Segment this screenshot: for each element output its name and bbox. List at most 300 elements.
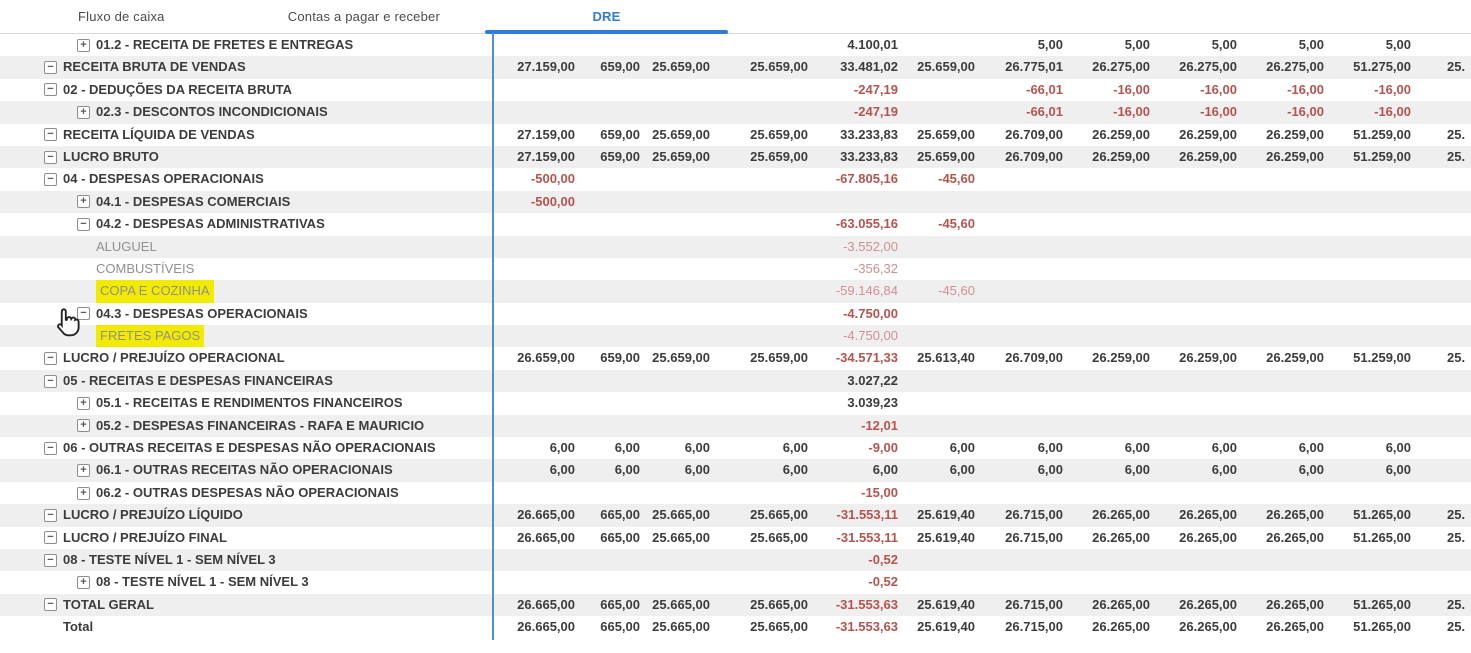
row-label: 04 - DESPESAS OPERACIONAIS [63,171,264,187]
row-label: 06.2 - OUTRAS DESPESAS NÃO OPERACIONAIS [96,484,399,500]
value-cell [1237,168,1324,190]
row-label-cell [0,616,490,638]
value-cell [975,482,1063,504]
table-row[interactable] [0,303,1471,325]
row-label-cell [0,303,490,325]
value-cell [640,392,710,414]
collapse-icon[interactable]: − [44,509,57,522]
collapse-icon[interactable]: − [77,307,90,320]
table-row[interactable] [0,482,1471,504]
value-cell [710,34,808,56]
value-cell: -4.750,00 [843,328,898,344]
value-cell [1324,213,1411,235]
value-cell [575,236,640,258]
value-cell [1150,370,1237,392]
table-row[interactable] [0,236,1471,258]
collapse-icon[interactable]: − [44,151,57,164]
value-cell [640,280,710,302]
value-cell: 659,00 [600,59,640,75]
value-cell: -500,00 [530,193,575,209]
value-cell [575,213,640,235]
row-label-cell [0,347,490,369]
value-cell: -31.553,63 [835,619,898,635]
row-label: 02 - DEDUÇÕES DA RECEITA BRUTA [63,81,292,97]
value-cell [975,392,1063,414]
value-cell [898,482,975,504]
value-cell [490,549,575,571]
collapse-icon[interactable]: − [44,375,57,388]
value-cell: -16,00 [1287,104,1324,120]
value-cell: 659,00 [600,350,640,366]
value-cell [710,213,808,235]
dre-table [0,34,1471,639]
value-cell: 26.275,00 [1266,59,1324,75]
value-cell [975,325,1063,347]
value-cell [1324,303,1411,325]
value-cell: 5,00 [1385,37,1411,52]
table-row[interactable] [0,213,1471,235]
value-cell [1237,549,1324,571]
row-label-cell [0,549,490,571]
value-cell: 25.659,00 [917,59,975,75]
value-cell [898,370,975,392]
value-cell [1411,370,1471,392]
value-cell: 25.619,40 [917,529,975,545]
row-label: 05.1 - RECEITAS E RENDIMENTOS FINANCEIROS [96,395,403,411]
table-row[interactable] [0,527,1471,549]
value-cell: 6,00 [1037,440,1063,456]
row-label-cell [0,482,490,504]
value-cell [1324,392,1411,414]
value-cell: 659,00 [600,148,640,164]
value-cell [1324,280,1411,302]
value-cell: 6,00 [1037,462,1063,478]
value-cell [575,79,640,101]
table-row[interactable] [0,549,1471,571]
value-cell [575,303,640,325]
table-row[interactable] [0,168,1471,190]
value-cell: 51.259,00 [1353,126,1411,142]
value-cell: 26.709,00 [1005,126,1063,142]
value-cell: 26.259,00 [1092,350,1150,366]
value-cell [710,258,808,280]
value-cell: 6,00 [684,462,710,478]
table-row[interactable] [0,392,1471,414]
value-cell [1411,392,1471,414]
value-cell [975,571,1063,593]
value-cell: 665,00 [600,596,640,612]
row-label: 06 - OUTRAS RECEITAS E DESPESAS NÃO OPERACIONAIS [63,440,436,456]
value-cell [640,79,710,101]
tab-bar [0,0,1471,34]
value-cell: 6,00 [549,440,575,456]
row-label: 05 - RECEITAS E DESPESAS FINANCEIRAS [63,372,333,388]
value-cell [1411,437,1471,459]
value-cell [1150,303,1237,325]
value-cell [1324,571,1411,593]
value-cell [1324,236,1411,258]
value-cell: -16,00 [1200,104,1237,120]
value-cell: 665,00 [600,507,640,523]
value-cell [1150,571,1237,593]
value-cell [640,258,710,280]
value-cell [490,370,575,392]
value-cell: 33.481,02 [840,59,898,75]
value-cell: -16,00 [1113,104,1150,120]
value-cell: -12,01 [861,417,898,433]
table-row[interactable] [0,571,1471,593]
expand-icon[interactable]: + [77,195,90,208]
value-cell [640,168,710,190]
row-label-highlighted: COPA E COZINHA [96,280,214,302]
value-cell: 25.665,00 [750,507,808,523]
value-cell [898,79,975,101]
table-row[interactable] [0,616,1471,638]
row-label-cell [0,146,490,168]
value-cell: 25.619,40 [917,619,975,635]
value-cell: 25. [1447,507,1466,523]
table-row[interactable] [0,370,1471,392]
value-cell [898,325,975,347]
value-cell: 26.715,00 [1005,619,1063,635]
value-cell: 26.265,00 [1179,507,1237,523]
expand-icon[interactable]: + [77,487,90,500]
value-cell [640,213,710,235]
row-label-cell [0,594,490,616]
value-cell: 6,00 [949,462,975,478]
value-cell: 6,00 [549,462,575,478]
table-row[interactable] [0,56,1471,78]
value-cell [1324,370,1411,392]
value-cell: 5,00 [1298,37,1324,52]
value-cell [1063,191,1150,213]
value-cell: 51.275,00 [1353,59,1411,75]
value-cell [640,191,710,213]
value-cell: 659,00 [600,126,640,142]
row-label-cell [0,325,490,347]
value-cell: 6,00 [1211,440,1237,456]
expand-icon[interactable]: + [77,106,90,119]
row-label: Total [63,619,94,635]
value-cell: 25.659,00 [652,59,710,75]
value-cell: -45,60 [938,171,975,187]
value-cell: 25.665,00 [652,619,710,635]
collapse-icon[interactable]: − [44,554,57,567]
value-cell: 6,00 [1385,440,1411,456]
table-row[interactable] [0,191,1471,213]
value-cell [1237,571,1324,593]
collapse-icon[interactable]: − [44,352,57,365]
value-cell [1063,303,1150,325]
value-cell [490,236,575,258]
table-row[interactable] [0,258,1471,280]
value-cell [1063,236,1150,258]
collapse-icon[interactable]: − [44,61,57,74]
value-cell: 26.659,00 [517,350,575,366]
value-cell [1411,571,1471,593]
value-cell: 26.259,00 [1266,126,1324,142]
row-label: 02.3 - DESCONTOS INCONDICIONAIS [96,104,328,120]
table-row[interactable] [0,34,1471,56]
value-cell [1063,325,1150,347]
value-cell: 26.265,00 [1179,529,1237,545]
value-cell [575,191,640,213]
value-cell [1237,370,1324,392]
value-cell [710,392,808,414]
value-cell: -9,00 [868,440,898,456]
value-cell [1411,191,1471,213]
value-cell: 26.265,00 [1092,596,1150,612]
value-cell [710,370,808,392]
value-cell [1237,303,1324,325]
value-cell [898,392,975,414]
value-cell [575,392,640,414]
value-cell [1150,213,1237,235]
value-cell [710,325,808,347]
collapse-icon[interactable]: − [77,218,90,231]
value-cell [575,34,640,56]
value-cell: 25.665,00 [652,507,710,523]
value-cell [1411,79,1471,101]
row-label: LUCRO BRUTO [63,148,159,164]
value-cell: 25.665,00 [652,529,710,545]
value-cell [1411,101,1471,123]
value-cell: 25.659,00 [917,148,975,164]
value-cell: 26.259,00 [1266,350,1324,366]
row-label-cell [0,124,490,146]
value-cell [1063,213,1150,235]
value-cell: 6,00 [1124,440,1150,456]
value-cell [975,168,1063,190]
row-label-cell [0,168,490,190]
value-cell [490,415,575,437]
tab-contas-a-pagar-e-receber[interactable]: Contas a pagar e receber [287,9,440,24]
value-cell [490,79,575,101]
value-cell [1150,191,1237,213]
tab-dre[interactable]: DRE [592,9,621,24]
value-cell: -3.552,00 [843,238,898,254]
table-row[interactable] [0,79,1471,101]
value-cell [710,415,808,437]
value-cell [1411,258,1471,280]
value-cell [1063,392,1150,414]
table-row[interactable] [0,325,1471,347]
value-cell [1063,549,1150,571]
value-cell [1063,258,1150,280]
row-label: LUCRO / PREJUÍZO OPERACIONAL [63,350,285,366]
value-cell: -67.805,16 [835,171,898,187]
value-cell [1411,168,1471,190]
value-cell: 26.709,00 [1005,350,1063,366]
table-row[interactable] [0,594,1471,616]
value-cell: 26.265,00 [1179,619,1237,635]
value-cell [710,168,808,190]
value-cell [575,370,640,392]
value-cell [898,34,975,56]
expand-icon[interactable]: + [77,397,90,410]
value-cell [1324,549,1411,571]
row-label: COMBUSTÍVEIS [96,260,195,276]
expand-icon[interactable]: + [77,419,90,432]
value-cell [1411,303,1471,325]
value-cell: -500,00 [530,171,575,187]
value-cell [1411,325,1471,347]
table-row[interactable] [0,415,1471,437]
row-label-cell [0,213,490,235]
value-cell [710,303,808,325]
value-cell: 51.265,00 [1353,507,1411,523]
value-cell [1150,549,1237,571]
value-cell [1063,482,1150,504]
value-cell [575,415,640,437]
value-cell [710,191,808,213]
value-cell [1150,325,1237,347]
value-cell: 26.775,01 [1005,59,1063,75]
value-cell: -31.553,63 [835,596,898,612]
value-cell [1411,213,1471,235]
value-cell: 6,00 [782,462,808,478]
table-row[interactable] [0,504,1471,526]
value-cell: 27.159,00 [517,59,575,75]
row-label-cell [0,191,490,213]
value-cell: 6,00 [949,440,975,456]
value-cell [490,258,575,280]
value-cell: 26.265,00 [1266,507,1324,523]
collapse-icon[interactable]: − [44,598,57,611]
value-cell: -66,01 [1026,104,1063,120]
collapse-icon[interactable]: − [44,128,57,141]
value-cell: -16,00 [1287,81,1324,97]
value-cell [640,34,710,56]
value-cell [898,101,975,123]
value-cell: 6,00 [1385,462,1411,478]
value-cell [1063,370,1150,392]
value-cell [575,280,640,302]
value-cell: 25.665,00 [750,619,808,635]
value-cell: 33.233,83 [840,148,898,164]
row-label: 06.1 - OUTRAS RECEITAS NÃO OPERACIONAIS [96,462,393,478]
value-cell: 26.259,00 [1179,148,1237,164]
row-label: 01.2 - RECEITA DE FRETES E ENTREGAS [96,37,354,52]
value-cell: 25.659,00 [750,59,808,75]
value-cell: 26.265,00 [1092,529,1150,545]
value-cell: 26.265,00 [1092,507,1150,523]
row-label-cell [0,236,490,258]
value-cell: -15,00 [861,484,898,500]
value-cell [575,482,640,504]
value-cell: 27.159,00 [517,126,575,142]
value-cell: 4.100,01 [847,37,898,52]
value-cell [1150,482,1237,504]
value-cell: 6,00 [872,462,898,478]
value-cell: 25.665,00 [652,596,710,612]
expand-icon[interactable]: + [77,39,90,52]
expand-icon[interactable]: + [77,464,90,477]
value-cell: 25.659,00 [652,148,710,164]
value-cell [1324,258,1411,280]
value-cell: 25. [1447,529,1466,545]
value-cell: 26.259,00 [1266,148,1324,164]
value-cell [1324,482,1411,504]
row-label-cell [0,258,490,280]
value-cell [898,415,975,437]
value-cell [975,280,1063,302]
value-cell: 6,00 [1211,462,1237,478]
value-cell [898,303,975,325]
collapse-icon[interactable]: − [44,531,57,544]
value-cell: -59.146,84 [835,283,898,299]
table-row[interactable] [0,459,1471,481]
table-row[interactable] [0,101,1471,123]
value-cell: 25.613,40 [917,350,975,366]
value-cell: 665,00 [600,529,640,545]
value-cell [640,571,710,593]
value-cell: -63.055,16 [835,216,898,232]
value-cell [1324,168,1411,190]
value-cell: -0,52 [868,574,898,590]
value-cell [490,213,575,235]
row-label: LUCRO / PREJUÍZO FINAL [63,529,227,545]
value-cell: 6,00 [614,462,640,478]
row-label: 04.2 - DESPESAS ADMINISTRATIVAS [96,216,325,232]
value-cell: 26.715,00 [1005,507,1063,523]
value-cell [1411,549,1471,571]
value-cell: 26.665,00 [517,529,575,545]
collapse-icon[interactable]: − [44,173,57,186]
collapse-icon[interactable]: − [44,442,57,455]
row-label-cell [0,392,490,414]
value-cell: 26.259,00 [1179,350,1237,366]
value-cell [1324,325,1411,347]
value-cell [575,258,640,280]
value-cell [898,549,975,571]
row-label: TOTAL GERAL [63,596,154,612]
value-cell: 26.275,00 [1092,59,1150,75]
value-cell [1237,325,1324,347]
row-label-highlighted: FRETES PAGOS [96,325,204,347]
expand-icon[interactable]: + [77,576,90,589]
value-cell: 26.265,00 [1266,529,1324,545]
table-row[interactable] [0,146,1471,168]
value-cell: 665,00 [600,619,640,635]
value-cell: 26.259,00 [1179,126,1237,142]
row-label-cell [0,504,490,526]
collapse-icon[interactable]: − [44,83,57,96]
value-cell [710,280,808,302]
value-cell [1150,415,1237,437]
value-cell [640,549,710,571]
row-label-cell [0,79,490,101]
value-cell: -0,52 [868,551,898,567]
value-cell: 26.265,00 [1179,596,1237,612]
value-cell: 25.659,00 [652,126,710,142]
table-row[interactable] [0,124,1471,146]
value-cell: 6,00 [1298,440,1324,456]
tab-fluxo-de-caixa[interactable]: Fluxo de caixa [77,9,165,24]
value-cell [1237,258,1324,280]
table-row[interactable] [0,437,1471,459]
value-cell [898,258,975,280]
table-row[interactable] [0,280,1471,302]
value-cell [1324,191,1411,213]
value-cell [1237,482,1324,504]
table-row[interactable] [0,347,1471,369]
value-cell [710,482,808,504]
value-cell: 27.159,00 [517,148,575,164]
value-cell: -31.553,11 [836,507,898,523]
value-cell: 26.709,00 [1005,148,1063,164]
value-cell: 25. [1447,350,1466,366]
